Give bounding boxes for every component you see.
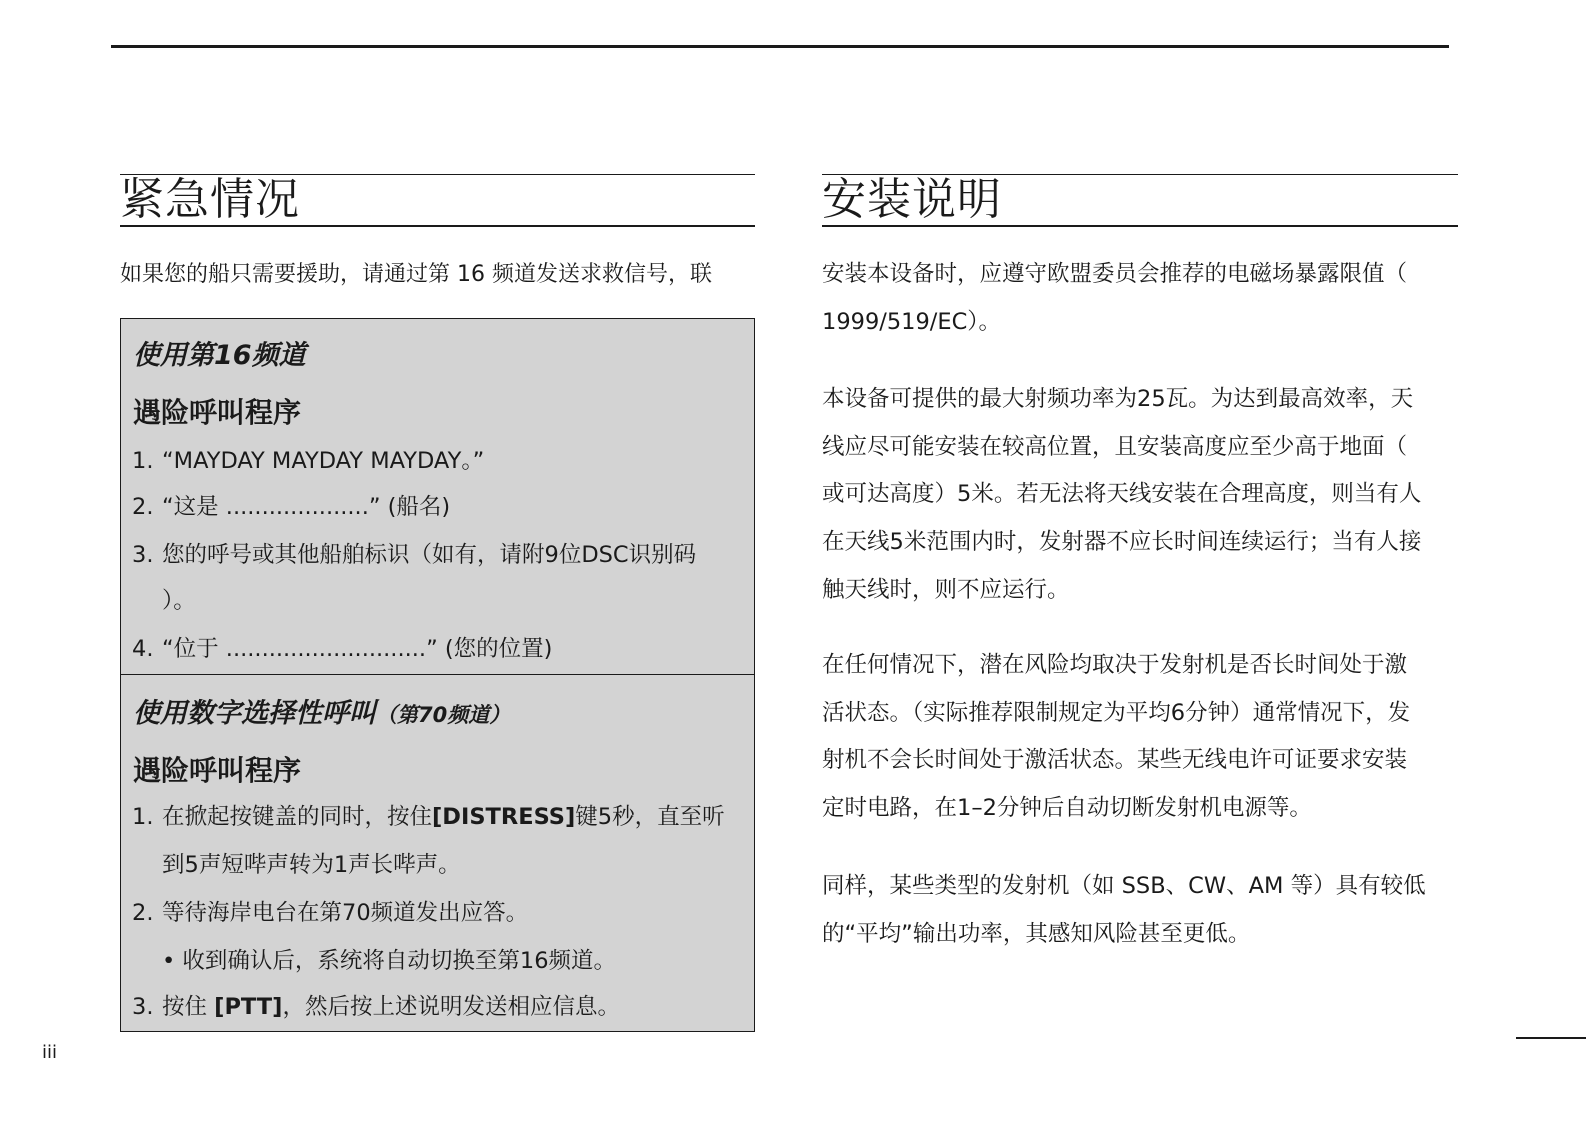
channel16-box [120,318,755,676]
installation-title: 安装说明 [822,174,1002,225]
dsc-step-1: 1. 在掀起按键盖的同时，按住[DISTRESS]键5秒，直至听 [132,804,725,830]
emergency-title-bar [120,174,755,227]
dsc-step-2-bullet: • 收到确认后，系统将自动切换至第16频道。 [162,948,617,974]
emergency-title: 紧急情况 [120,174,300,225]
dsc-subtitle: 遇险呼叫程序 [133,754,302,787]
channel16-step-3: 3. 您的呼号或其他船舶标识（如有，请附9位DSC识别码 [132,542,697,568]
installation-title-bar [822,174,1458,227]
installation-paragraph-3: 在任何情况下，潜在风险均取决于发射机是否长时间处于激 活状态。（实际推荐限制规定为平均6分钟）通常情况下，发 射机不会长时间处于激活状态。某些无线电许可证要求安装 定时电路，在1–2分钟后自动切断发射机电源等。 [822,652,1411,822]
ptt-key-label: [PTT] [214,994,283,1020]
page-number: iii [42,1042,58,1063]
dsc-title-channel: （第70频道） [376,703,511,727]
channel16-step-1: 1. “MAYDAY MAYDAY MAYDAY。” [132,448,485,474]
installation-paragraph-2: 本设备可提供的最大射频功率为25瓦。为达到最高效率，天 线应尽可能安装在较高位置，且安装高度应至少高于地面（ 或可达高度）5米。若无法将天线安装在合理高度，则当有人 在天线5米范围内时，发射器不应长时间连续运行；当有人接 触天线时，则不应运行。 [822,386,1422,603]
distress-key-label: [DISTRESS] [432,804,576,830]
installation-paragraph-4: 同样，某些类型的发射机（如 SSB、CW、AM 等）具有较低 的“平均”输出功率，其感知风险甚至更低。 [822,873,1426,947]
installation-section [822,174,1458,947]
installation-paragraph-1: 安装本设备时，应遵守欧盟委员会推荐的电磁场暴露限值（ 1999/519/EC）。 [822,261,1408,335]
channel16-title: 使用第16频道 [133,340,306,371]
channel16-step-3-cont: ）。 [162,588,196,614]
bottom-right-rule [1516,1037,1586,1039]
emergency-intro: 如果您的船只需要援助，请通过第 16 频道发送求救信号，联 [120,262,712,287]
top-rule [111,45,1449,48]
dsc-step-1-cont: 到5声短哔声转为1声长哔声。 [162,852,461,878]
emergency-section [120,174,755,1020]
channel16-step-2: 2. “这是 ....................” (船名) [132,494,451,520]
dsc-box [120,674,755,1032]
dsc-step-3: 3. 按住 [PTT]，然后按上述说明发送相应信息。 [132,994,620,1020]
channel16-step-4: 4. “位于 ............................” (您的位置) [132,636,553,662]
channel16-subtitle: 遇险呼叫程序 [133,396,302,429]
dsc-title: 使用数字选择性呼叫（第70频道） [133,698,511,729]
dsc-step-2: 2. 等待海岸电台在第70频道发出应答。 [132,900,529,926]
